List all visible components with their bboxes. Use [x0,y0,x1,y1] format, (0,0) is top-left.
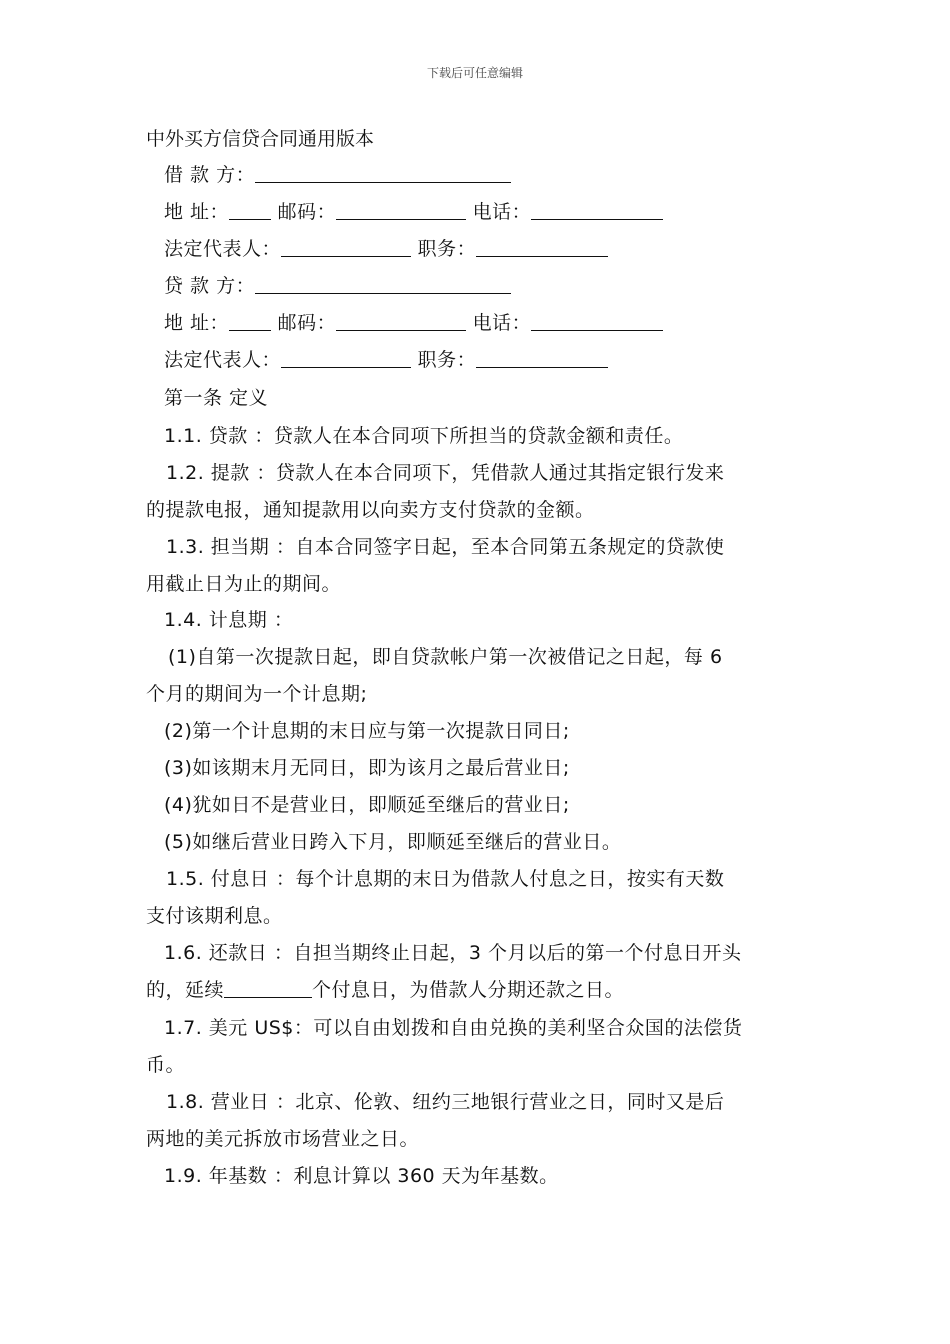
lender-title-label: 职务： [417,349,477,371]
borrower-rep-label: 法定代表人： [164,238,282,260]
lender-phone-label: 电话： [472,312,532,334]
clause-1-5-line1: 1.5. 付息日 ：每个计息期的末日为借款人付息之日，按实有天数 [166,868,725,890]
lender-rep-blank[interactable] [281,349,411,368]
borrower-phone-blank[interactable] [531,201,663,220]
lender-label: 贷 款 方： [164,275,256,297]
borrower-address-blank[interactable] [229,201,271,220]
page-header-note: 下载后可任意编辑 [426,66,523,80]
borrower-phone-label: 电话： [472,201,532,223]
clause-1-6-line2 [146,975,624,1002]
clause-1-3-line2: 用截止日为止的期间。 [146,573,342,595]
clause-1-4: 1.4. 计息期 ： [164,609,294,631]
lender-address-line [164,308,663,335]
lender-title-blank[interactable] [476,349,608,368]
clause-1-4-3: (3)如该期末月无同日，即为该月之最后营业日; [164,757,570,779]
clause-1-5-line2: 支付该期利息。 [146,905,283,927]
document-title: 中外买方信贷合同通用版本 [146,128,375,150]
clause-1-7-line1: 1.7. 美元 US$：可以自由划拨和自由兑换的美利坚合众国的法偿货 [164,1017,743,1039]
borrower-rep-blank[interactable] [281,238,411,257]
lender-line [164,271,511,298]
clause-1-1: 1.1. 贷款 ：贷款人在本合同项下所担当的贷款金额和责任。 [164,425,684,447]
borrower-title-blank[interactable] [476,238,608,257]
borrower-address-label: 地 址： [164,201,230,223]
clause-1-4-1-line2: 个月的期间为一个计息期; [146,683,368,705]
clause-1-4-2: (2)第一个计息期的末日应与第一次提款日同日; [164,720,570,742]
clause-1-6-post: 个付息日，为借款人分期还款之日。 [312,979,625,1001]
clause-1-4-5: (5)如继后营业日跨入下月，即顺延至继后的营业日。 [164,831,622,853]
lender-address-label: 地 址： [164,312,230,334]
clause-1-8-line1: 1.8. 营业日 ：北京、伦敦、纽约三地银行营业之日，同时又是后 [166,1091,725,1113]
lender-postcode-blank[interactable] [336,312,466,331]
clause-1-8-line2: 两地的美元拆放市场营业之日。 [146,1128,420,1150]
borrower-title-label: 职务： [417,238,477,260]
borrower-address-line [164,197,663,224]
clause-1-2-line2: 的提款电报，通知提款用以向卖方支付贷款的金额。 [146,499,595,521]
clause-1-7-line2: 币。 [146,1054,186,1076]
borrower-name-blank[interactable] [255,164,511,183]
borrower-label: 借 款 方： [164,164,256,186]
borrower-line [164,160,511,187]
lender-address-blank[interactable] [229,312,271,331]
clause-1-6-pre: 的，延续 [146,979,225,1001]
lender-phone-blank[interactable] [531,312,663,331]
clause-1-4-1-line1: (1)自第一次提款日起，即自贷款帐户第一次被借记之日起，每 6 [168,646,723,668]
clause-1-4-4: (4)犹如日不是营业日，即顺延至继后的营业日; [164,794,570,816]
lender-name-blank[interactable] [255,275,511,294]
clause-1-6-line1: 1.6. 还款日 ：自担当期终止日起，3 个月以后的第一个付息日开头 [164,942,742,964]
borrower-rep-line [164,234,608,261]
borrower-postcode-label: 邮码： [277,201,337,223]
clause-1-3-line1: 1.3. 担当期 ：自本合同签字日起，至本合同第五条规定的贷款使 [166,536,725,558]
lender-postcode-label: 邮码： [277,312,337,334]
clause-1-9: 1.9. 年基数 ：利息计算以 360 天为年基数。 [164,1165,559,1187]
lender-rep-line [164,345,608,372]
lender-rep-label: 法定代表人： [164,349,282,371]
article-1-heading: 第一条 定义 [164,387,269,409]
installment-count-blank[interactable] [224,979,312,998]
borrower-postcode-blank[interactable] [336,201,466,220]
clause-1-2-line1: 1.2. 提款 ：贷款人在本合同项下，凭借款人通过其指定银行发来 [166,462,725,484]
